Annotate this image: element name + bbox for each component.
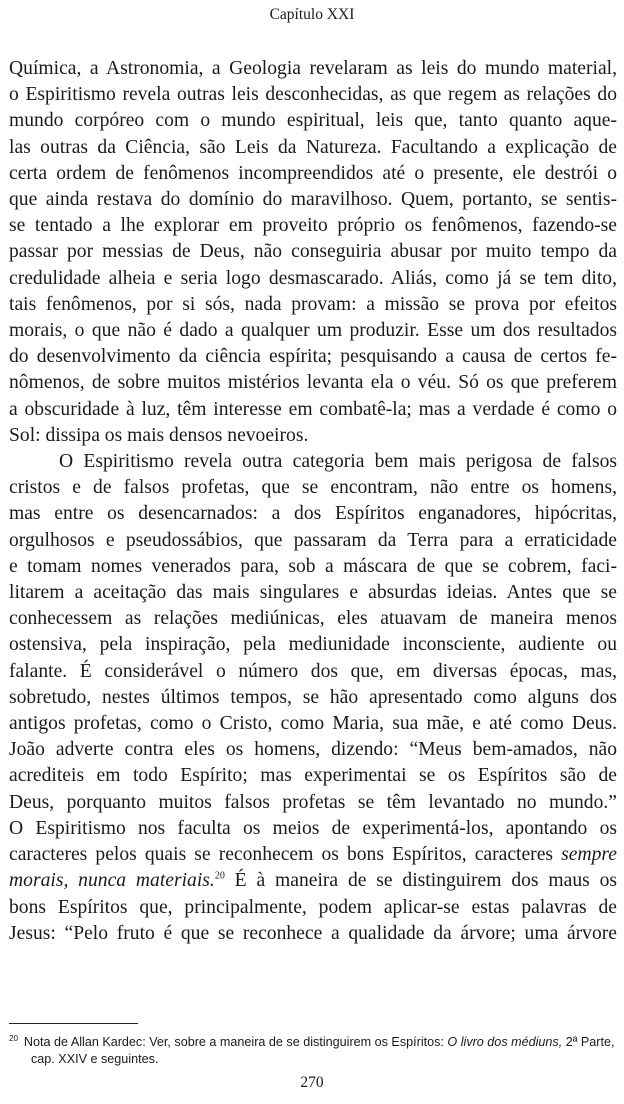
text-line: mas entre os desencarnados: a dos Espíritos enganadores, hipócritas, [9,503,617,525]
text-line: tais fenômenos, por si sós, nada provam: a missão se prova por efeitos [9,293,617,315]
text-line: certa ordem de fenômenos incompreendidos até o presente, ele destrói o [9,162,617,184]
footnote-italic: O livro dos médiuns, [447,1035,563,1050]
footnote-divider [9,1023,138,1024]
page-number: 270 [300,1074,324,1091]
text-line: las outras da Ciência, são Leis da Natureza. Facultando a explicação de [9,136,617,158]
text-line: nômenos, de sobre muitos mistérios levanta ela o véu. Só os que preferem [9,372,617,394]
text-line: a obscuridade à luz, têm interesse em combatê-la; mas a verdade é como o [9,398,617,420]
text-line: sobretudo, nestes últimos tempos, se hão apresentado como alguns dos [9,686,617,708]
footnote-text: 2ª Parte, [562,1035,615,1050]
text-line: Química, a Astronomia, a Geologia revelaram as leis do mundo material, [9,58,617,79]
footnote-number: 20 [9,1034,18,1043]
text-line: e tomam nomes venerados para, sob a máscara de que se cobrem, faci- [9,555,617,577]
text-line: credulidade alheia e seria logo desmascarado. Aliás, como já se tem dito, [9,267,617,289]
text-line: ostensiva, pela inspiração, pela mediunidade inconsciente, audiente ou [9,634,617,656]
text-line: conhecessem as relações mediúnicas, eles atuavam de maneira menos [9,608,617,630]
text-line: mundo corpóreo com o mundo espiritual, leis que, tanto quanto aque- [9,110,617,132]
footnote [9,1030,617,1068]
footnote-continuation: cap. XXIV e seguintes. [31,1052,159,1067]
italic-run: sempre [561,844,617,866]
text-line: antigos profetas, como o Cristo, como Maria, sua mãe, e até como Deus. [9,713,617,735]
text-line [9,868,617,894]
chapter-header: Capítulo XXI [269,6,355,23]
text-line: orgulhosos e pseudossábios, que passaram da Terra para a erraticidade [9,529,617,551]
text-line: João adverte contra eles os homens, dizendo: “Meus bem-amados, não [9,739,617,761]
text-line: acrediteis em todo Espírito; mas experimentai se os Espíritos são de [9,765,617,787]
body-text [9,56,617,947]
text-line: se tentado a lhe explorar em proveito próprio os fenômenos, fazendo-se [9,215,617,237]
text-line: Jesus: “Pelo fruto é que se reconhece a qualidade da árvore; uma árvore [9,922,617,944]
text-line: bons Espíritos que, principalmente, podem aplicar-se estas palavras de [9,896,617,918]
text-line: Sol: dissipa os mais densos nevoeiros. [9,424,309,446]
text-line: O Espiritismo nos faculta os meios de experimentá-los, apontando os [9,817,617,839]
footnote-ref[interactable]: 20 [214,870,225,882]
text-line: o Espiritismo revela outras leis desconhecidas, as que regem as relações do [9,84,617,106]
text-line: falante. É considerável o número dos que, em diversas épocas, mas, [9,660,617,682]
text-line: O Espiritismo revela outra categoria bem mais perigosa de falsos [59,451,617,473]
text-run: É à maneira de se distinguirem dos maus os [224,870,618,892]
text-line: do desenvolvimento da ciência espírita; pesquisando a causa de certos fe- [9,346,617,368]
italic-run: morais, nunca materiais. [9,870,215,892]
text-line: morais, o que não é dado a qualquer um produzir. Esse um dos resultados [9,320,617,342]
text-line [9,842,617,868]
text-run: caracteres pelos quais se reconhecem os bons Espíritos, caracteres [9,844,562,866]
text-line: que ainda restava do domínio do maravilhoso. Quem, portanto, se sentis- [9,189,617,211]
text-line: Deus, porquanto muitos falsos profetas se têm levantado no mundo.” [9,791,617,813]
text-line: litarem a aceitação das mais singulares e absurdas ideias. Antes que se [9,582,617,604]
text-line: cristos e de falsos profetas, que se encontram, não entre os homens, [9,477,617,499]
text-line: passar por messias de Deus, não conseguiria abusar por muito tempo da [9,241,617,263]
footnote-text: Nota de Allan Kardec: Ver, sobre a maneira de se distinguirem os Espíritos: [23,1035,448,1050]
